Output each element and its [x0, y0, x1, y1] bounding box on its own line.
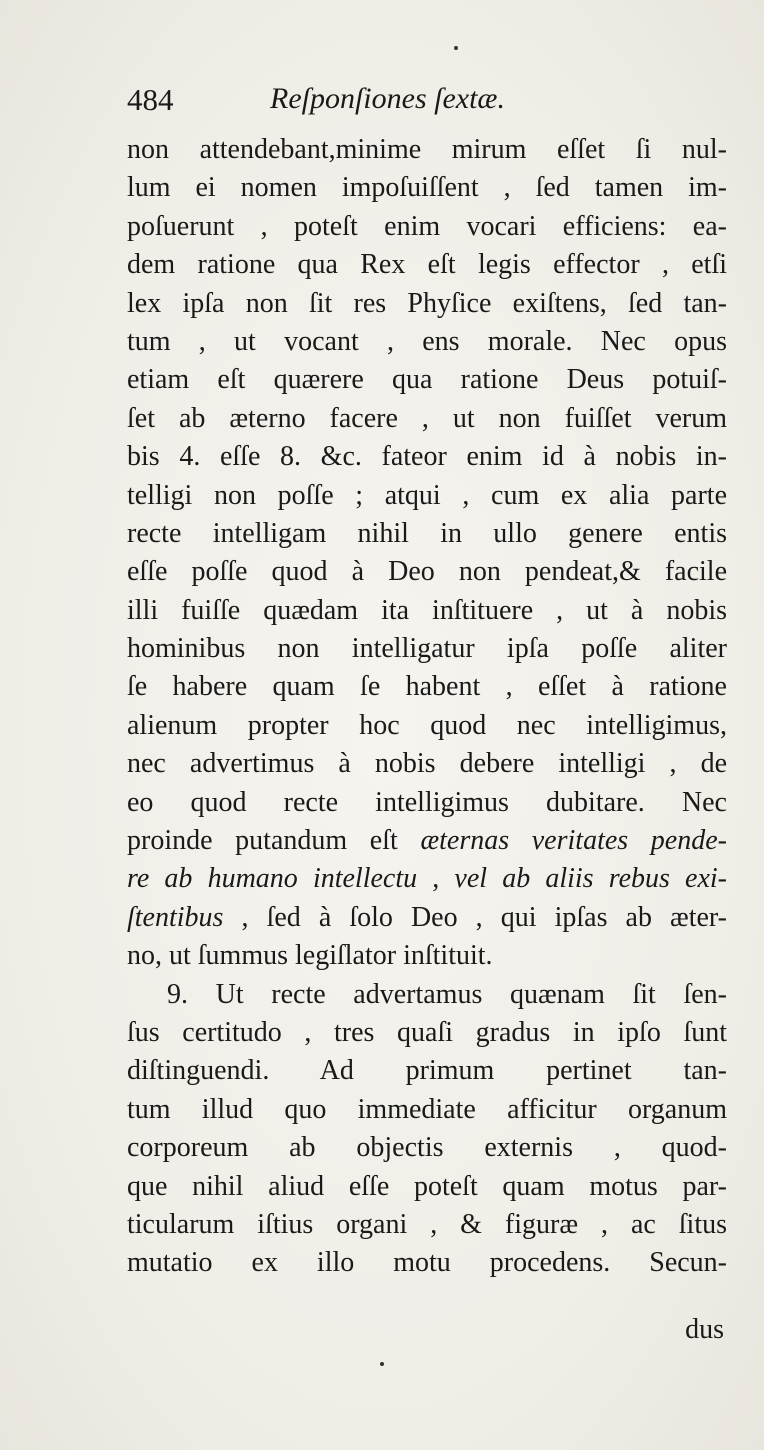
text-line: lex ipſa non ſit res Phyſice exiſtens, ſed tan- — [127, 287, 727, 319]
text-line: etiam eſt quærere qua ratione Deus potuiſ- — [127, 364, 727, 396]
running-head: Reſponſiones ſextæ. — [270, 82, 505, 115]
italic-phrase: vel ab aliis rebus exi- — [454, 863, 727, 895]
text-line: lum ei nomen impoſuiſſent , ſed tamen im- — [127, 172, 727, 204]
text-line: re ab humano intellectu , vel ab aliis rebus exi- — [127, 863, 727, 895]
text-line: dem ratione qua Rex eſt legis effector , etſi — [127, 249, 727, 281]
body-text — [127, 131, 727, 1283]
ink-speck — [454, 46, 458, 50]
text-line: diſtinguendi. Ad primum pertinet tan- — [127, 1055, 727, 1087]
text-line: eſſe poſſe quod à Deo non pendeat,& facile — [127, 556, 727, 588]
text-line: ſe habere quam ſe habent , eſſet à ratione — [127, 671, 727, 703]
text-line: non attendebant,minime mirum eſſet ſi nul- — [127, 134, 727, 165]
text-line: que nihil aliud eſſe poteſt quam motus par- — [127, 1170, 727, 1202]
text-line: illi fuiſſe quædam ita inſtituere , ut à nobis — [127, 594, 727, 626]
text-line: ſet ab æterno facere , ut non fuiſſet verum — [127, 402, 727, 434]
page-number: 484 — [127, 82, 174, 117]
text-line: corporeum ab objectis externis , quod- — [127, 1132, 727, 1164]
text-line: telligi non poſſe ; atqui , cum ex alia parte — [127, 479, 727, 511]
text-line: tum , ut vocant , ens morale. Nec opus — [127, 325, 727, 357]
text-line: no, ut ſummus legiſlator inſtituit. — [127, 940, 493, 972]
text-line: bis 4. eſſe 8. &c. fateor enim id à nobis in- — [127, 441, 727, 473]
text-line: ſus certitudo , tres quaſi gradus in ipſo ſunt — [127, 1016, 727, 1048]
italic-phrase: æternas veritates pende- — [420, 825, 727, 857]
text-line: recte intelligam nihil in ullo genere entis — [127, 517, 727, 549]
text-line: ſtentibus , ſed à ſolo Deo , qui ipſas ab æter- — [127, 901, 727, 933]
text-line: ticularum iſtius organi , & figuræ , ac ſitus — [127, 1208, 727, 1240]
text-line: alienum propter hoc quod nec intelligimus, — [127, 709, 727, 741]
italic-phrase: ſtentibus — [127, 901, 224, 933]
italic-phrase: re ab humano intellectu — [127, 863, 418, 895]
text-line: hominibus non intelligatur ipſa poſſe aliter — [127, 633, 727, 665]
page-header — [127, 82, 727, 126]
paragraph-start-line: 9. Ut recte advertamus quænam ſit ſen- — [167, 978, 727, 1010]
text-line: tum illud quo immediate afficitur organum — [127, 1093, 727, 1125]
text-line: poſuerunt , poteſt enim vocari efficiens: ea- — [127, 210, 727, 242]
catchword: dus — [685, 1314, 724, 1345]
text-line: eo quod recte intelligimus dubitare. Nec — [127, 786, 727, 818]
text-line: nec advertimus à nobis debere intelligi , de — [127, 748, 727, 780]
ink-speck — [380, 1362, 384, 1366]
text-line: proinde putandum eſt æternas veritates pende- — [127, 825, 727, 857]
text-line: mutatio ex illo motu procedens. Secun- — [127, 1247, 727, 1279]
